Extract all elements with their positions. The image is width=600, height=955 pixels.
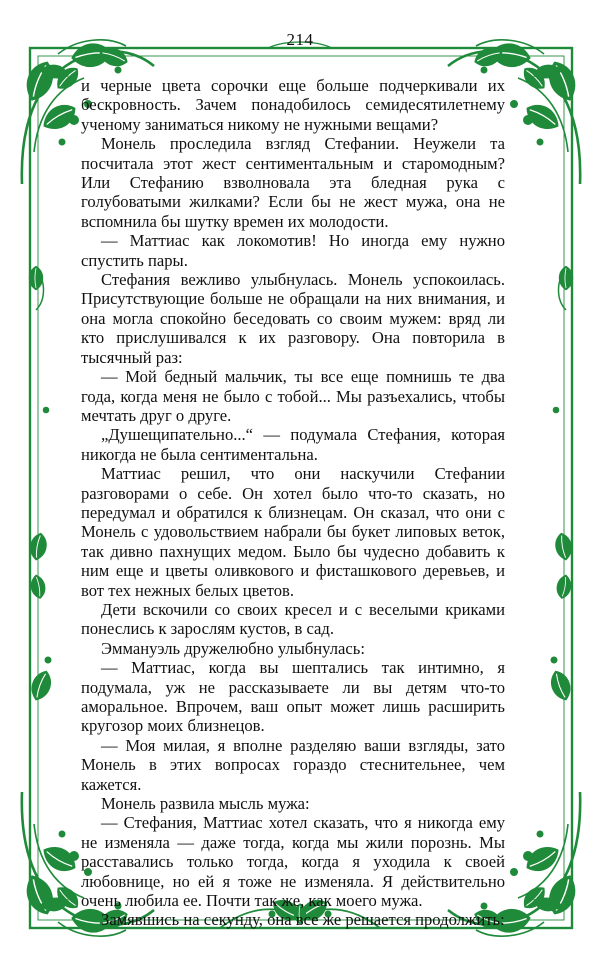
- paragraph: — Маттиас как локомотив! Но иногда ему нужно спустить пары.: [81, 231, 505, 270]
- page-number: 214: [286, 30, 314, 49]
- paragraph: Замявшись на секунду, она все же решается продолжить:: [101, 910, 505, 930]
- paragraph: — Моя милая, я вполне разделяю ваши взгляды, зато Монель в этих вопросах гораздо стеснительнее, чем кажется.: [81, 735, 505, 794]
- book-text: [81, 76, 505, 930]
- paragraph: Монель развила мысль мужа:: [101, 794, 310, 814]
- paragraph: — Маттиас, когда вы шептались так интимно, я подумала, уж не рассказываете ли вы детям что-то аморальное. Впрочем, ваш опыт может лишь расширить кругозор моих близнецов.: [81, 658, 505, 736]
- paragraph: — Мой бедный мальчик, ты все еще помнишь те два года, когда меня не было с тобой... Мы разъехались, чтобы мечтать друг о друге.: [81, 367, 505, 425]
- paragraph: Дети вскочили со своих кресел и с веселыми криками понеслись к зарослям кустов, в сад.: [81, 599, 505, 639]
- paragraph: Маттиас решил, что они наскучили Стефании разговорами о себе. Он хотел было что-то сказать, но передумал и обратился к близнецам. Он сказал, что они с Монель с удовольствием набрали бы букет липовых веток, так дивно пахнущих медом. Было бы чудесно добавить к ним еще и цветы оливкового и фисташкового деревьев, и вот тех нежных белых цветов.: [81, 464, 505, 600]
- paragraph: „Душещипательно...“ — подумала Стефания, которая никогда не была сентиментальна.: [81, 425, 505, 464]
- paragraph: — Стефания, Маттиас хотел сказать, что я никогда ему не изменяла — даже тогда, когда мы жили порознь. Мы расставались только тогда, когда я уходила к своей любовнице, но ей я тоже не изменяла. Я действительно очень любила ее. Почти так же, как моего мужа.: [81, 813, 505, 911]
- paragraph: Стефания вежливо улыбнулась. Монель успокоилась. Присутствующие больше не обращали на них внимания, и она могла спокойно беседовать со своим мужем: вряд ли кто прислушивался к их разговору. Она повторила в тысячный раз:: [81, 270, 505, 367]
- paragraph: и черные цвета сорочки еще больше подчеркивали их бескровность. Зачем понадобилось семидесятилетнему ученому заниматься никому не нужными вещами?: [81, 76, 505, 134]
- paragraph: Монель проследила взгляд Стефании. Неужели та посчитала этот жест сентиментальным и старомодным? Или Стефанию взволновала эта бледная рука с голубоватыми жилками? Если бы не жест мужа, она не вспомнила бы шутку времен их молодости.: [81, 134, 505, 231]
- paragraph: Эммануэль дружелюбно улыбнулась:: [101, 638, 365, 658]
